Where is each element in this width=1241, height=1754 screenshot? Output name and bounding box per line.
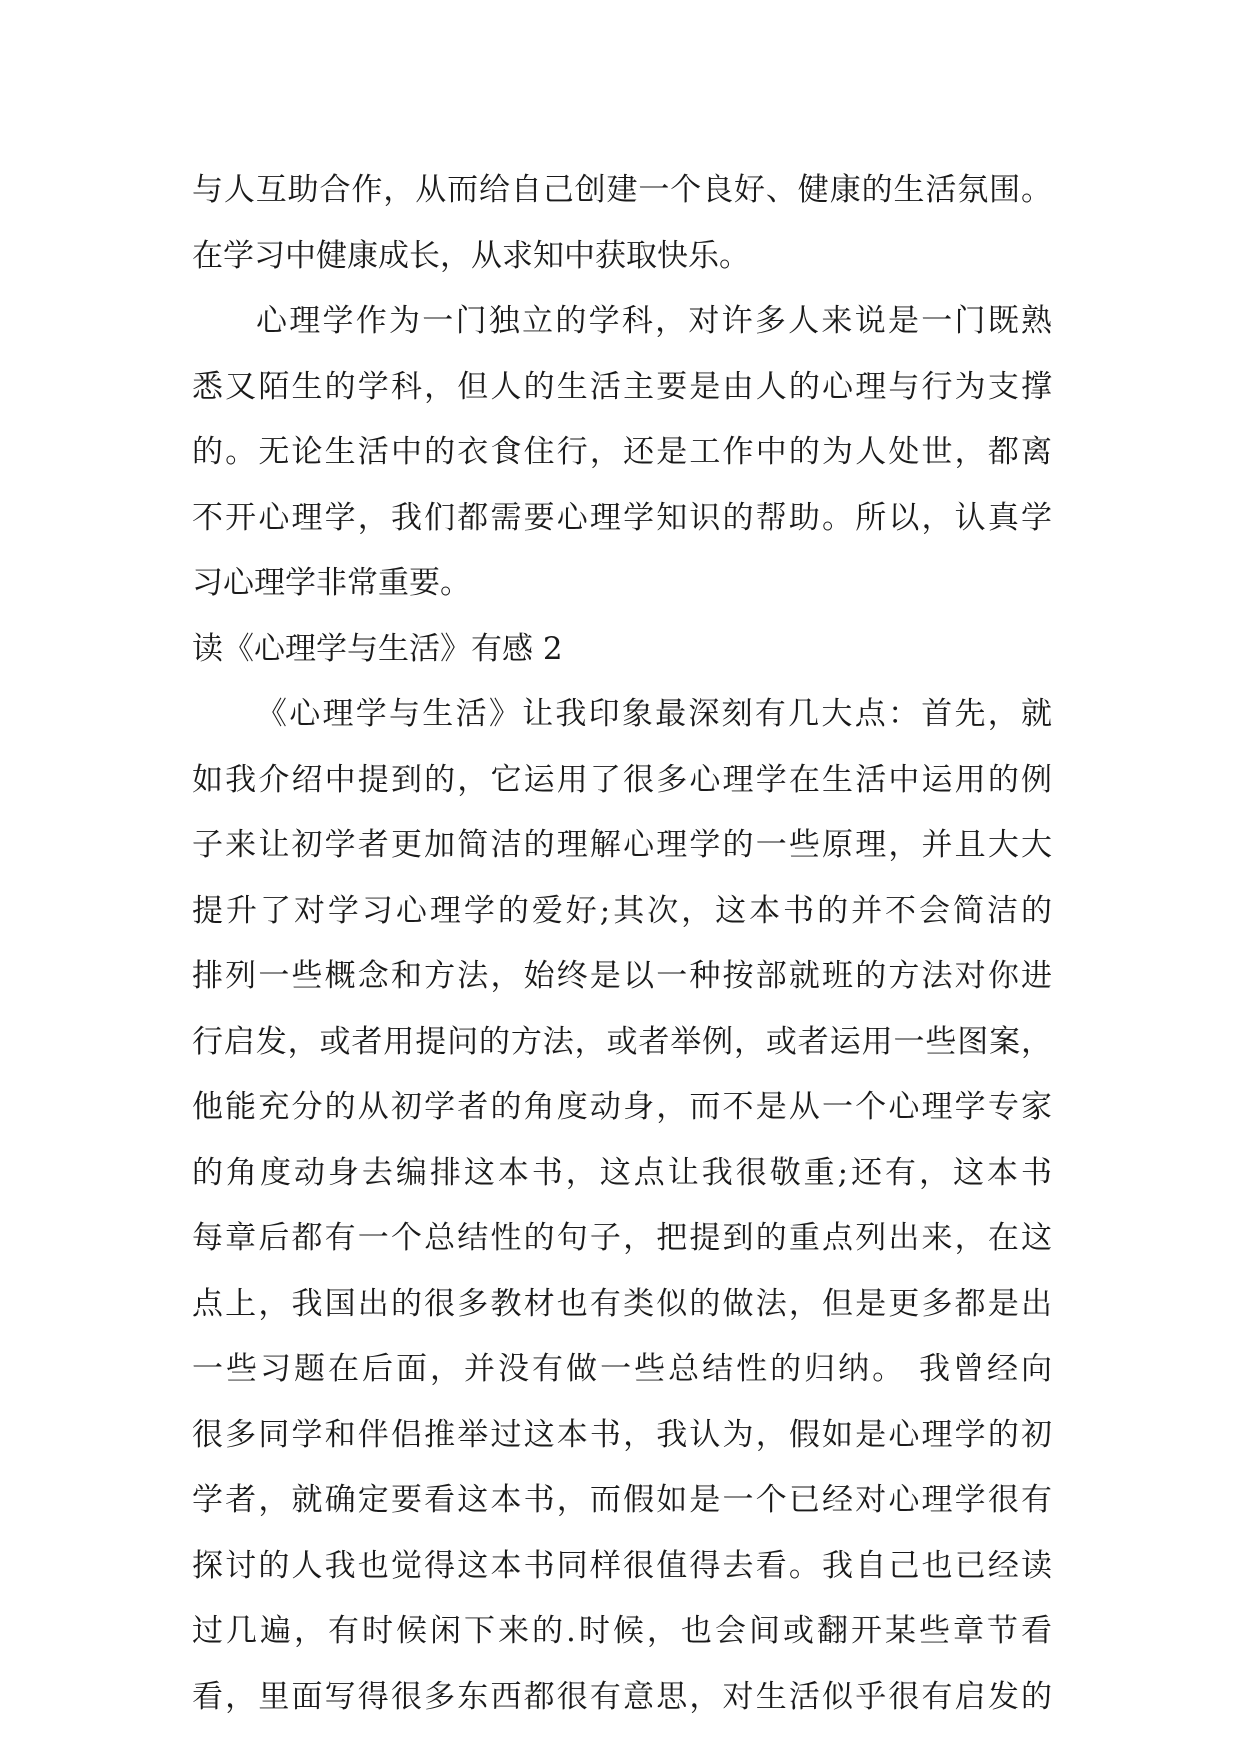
text-line: 提升了对学习心理学的爱好;其次，这本书的并不会简洁的 [192, 892, 1052, 929]
text-line: 的。无论生活中的衣食住行，还是工作中的为人处世，都离 [192, 434, 1052, 470]
text-line: 排列一些概念和方法，始终是以一种按部就班的方法对你进 [192, 958, 1052, 994]
text-line: 每章后都有一个总结性的句子，把提到的重点列出来，在这 [192, 1220, 1052, 1256]
document-body [192, 158, 1052, 1730]
text-line: 他能充分的从初学者的角度动身，而不是从一个心理学专家 [192, 1089, 1052, 1125]
text-line: 在学习中健康成长，从求知中获取快乐。 [192, 237, 750, 274]
text-line: 看，里面写得很多东西都很有意思，对生活似乎很有启发的 [192, 1678, 1052, 1715]
text-line: 点上，我国出的很多教材也有类似的做法，但是更多都是出 [192, 1285, 1052, 1322]
text-line: 探讨的人我也觉得这本书同样很值得去看。我自己也已经读 [192, 1547, 1052, 1584]
text-line: 过几遍，有时候闲下来的.时候，也会间或翻开某些章节看 [192, 1613, 1052, 1649]
section-heading: 读《心理学与生活》有感 2 [192, 630, 563, 667]
text-line: 行启发，或者用提问的方法，或者举例，或者运用一些图案， [192, 1023, 1052, 1060]
text-line: 如我介绍中提到的，它运用了很多心理学在生活中运用的例 [192, 761, 1052, 798]
text-line: 很多同学和伴侣推举过这本书，我认为，假如是心理学的初 [192, 1416, 1052, 1453]
text-line: 子来让初学者更加简洁的理解心理学的一些原理，并且大大 [192, 827, 1052, 863]
text-line: 不开心理学，我们都需要心理学知识的帮助。所以，认真学 [192, 499, 1052, 536]
text-line: 与人互助合作，从而给自己创建一个良好、健康的生活氛围。 [192, 172, 1052, 208]
text-line: 一些习题在后面，并没有做一些总结性的归纳。 我曾经向 [192, 1351, 1052, 1387]
paragraph-start-line: 《心理学与生活》让我印象最深刻有几大点：首先，就 [256, 696, 1052, 732]
text-line: 悉又陌生的学科，但人的生活主要是由人的心理与行为支撑 [192, 368, 1052, 405]
paragraph-start-line: 心理学作为一门独立的学科，对许多人来说是一门既熟 [256, 303, 1052, 339]
text-line: 的角度动身去编排这本书，这点让我很敬重;还有，这本书 [192, 1154, 1052, 1191]
text-line: 习心理学非常重要。 [192, 565, 471, 601]
text-line: 学者，就确定要看这本书，而假如是一个已经对心理学很有 [192, 1482, 1052, 1518]
